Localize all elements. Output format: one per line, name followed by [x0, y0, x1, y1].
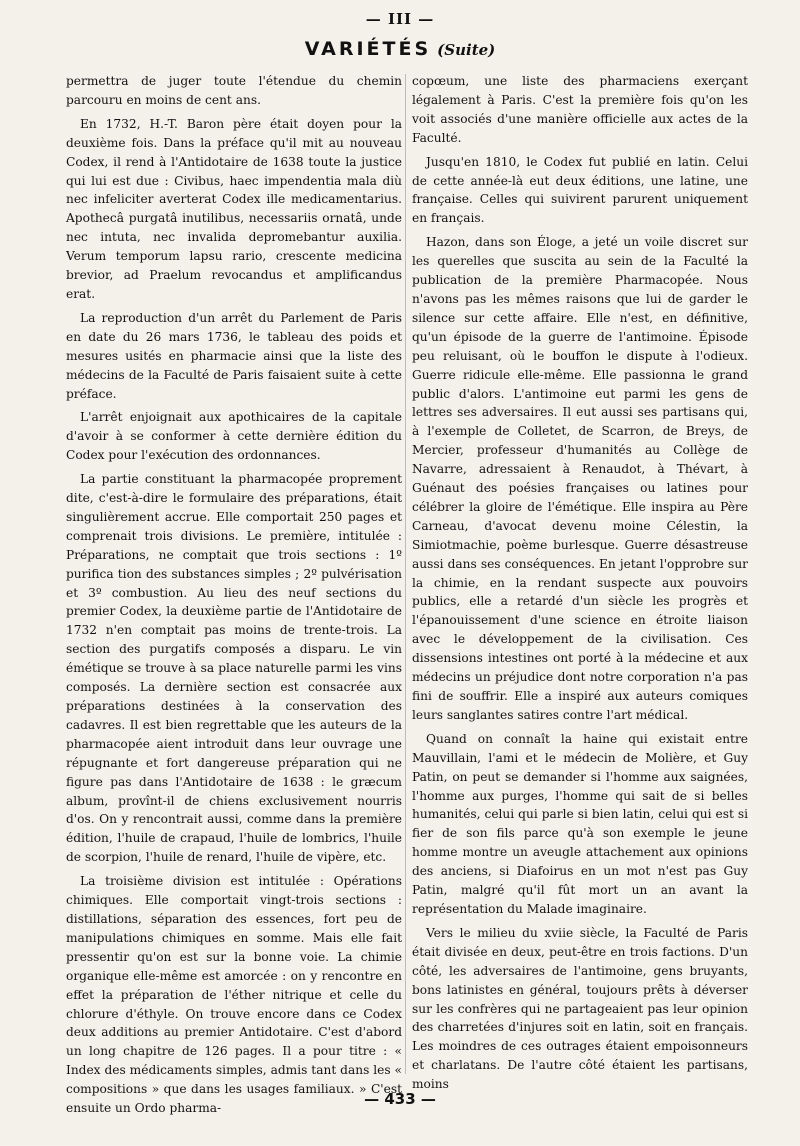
paragraph: L'arrêt enjoignait aux apothicaires de la capitale d'avoir à se conformer à cette dernière édition du Codex pour l'exécution des ordonnances. [66, 410, 402, 463]
right-column [412, 72, 748, 1092]
section-number: — III — [365, 10, 435, 28]
paragraph: La troisième division est intitulée : Opérations chimiques. Elle comportait vingt-trois sections : distillations, séparation des essences, fort peu de manipulations chimiques en somme. Mais elle fait pressentir qu'on est sur la bonne voie. La chimie organique elle-même est amorcée : on y rencontre en effet la préparation de l'éther nitrique et celle du chlorure d'éthyle. On trouve encore dans ce Codex deux additions au premier Antidotaire. C'est d'abord un long chapitre de 126 pages. Il a pour titre : « Index des médicaments simples, admis tant dans les « compositions » que dans les usages familiaux. » C'est ensuite un Ordo pharma- [66, 874, 402, 1116]
paragraph: En 1732, H.-T. Baron père était doyen pour la deuxième fois. Dans la préface qu'il mit au nouveau Codex, il rend à l'Antidotaire de 1638 toute la justice qui lui est due : Civibus, haec impendentia mala diù nec infeliciter averterat Codex ille medicamentarius. Apothecâ purgatâ inutilibus, necessariis ornatâ, unde nec intuta, nec invalida depromebantur auxilia. Verum temporum lapsu rario, crescente medicina brevior, ad Praelum revocandus et amplificandus erat. [66, 116, 402, 301]
paragraph: permettra de juger toute l'étendue du chemin parcouru en moins de cent ans. [66, 74, 402, 107]
title-main: VARIÉTÉS [304, 38, 432, 60]
paragraph: Hazon, dans son Éloge, a jeté un voile discret sur les querelles que suscita au sein de la Faculté la publication de la première Pharmacopée. Nous n'avons pas les mêmes raisons que lui de garder le silence sur cette affaire. Elle n'est, en définitive, qu'un épisode de la guerre de l'antimoine. Épisode peu reluisant, où le bouffon le dispute à l'odieux. Guerre ridicule elle-même. Elle passionna le grand public d'alors. L'antimoine eut parmi les gens de lettres ses adversaires. Il eut aussi ses partisans qui, à l'exemple de Colletet, de Scarron, de Breys, de Mercier, professeur d'humanités au Collège de Navarre, adressaient à Renaudot, à Thévart, à Guénaut des poésies françaises ou latines pour célébrer la gloire de l'émétique. Elle inspira au Père Carneau, d'avocat devenu moine Célestin, la Simiotmachie, poème burlesque. Guerre désastreuse aussi dans ses conséquences. En jetant l'opprobre sur la chimie, en la rendant suspecte aux pouvoirs publics, elle a retardé d'un siècle les progrès et l'épanouissement d'une science en étroite liaison avec le développement de la civilisation. Ces dissensions intestines ont porté à la médecine et aux médecins un préjudice dont notre corporation n'a pas fini de souffrir. Elle a inspiré aux auteurs comiques leurs sanglantes satires contre l'art médical. [412, 235, 748, 722]
paragraph: copœum, une liste des pharmaciens exerçant légalement à Paris. C'est la première fois qu'on les voit associés d'une manière officielle aux actes de la Faculté. [412, 74, 748, 145]
paragraph: Quand on connaît la haine qui existait entre Mauvillain, l'ami et le médecin de Molière, et Guy Patin, on peut se demander si l'homme aux saignées, l'homme aux purges, l'homme qui sait de si belles humanités, celui qui parle si bien latin, celui qui est si fier de son fils parce qu'à son exemple le jeune homme montre un aveugle attachement aux opinions des anciens, si Diafoirus en un mot n'est pas Guy Patin, malgré qu'il fût mort un an avant la représentation du Malade imaginaire. [412, 731, 748, 916]
column-divider [405, 74, 406, 1074]
title-suffix: (Suite) [437, 41, 496, 59]
paragraph: Jusqu'en 1810, le Codex fut publié en latin. Celui de cette année-là eut deux éditions, une latine, une française. Celles qui suivirent parurent uniquement en français. [412, 154, 748, 226]
paragraph: Vers le milieu du xviie siècle, la Faculté de Paris était divisée en deux, peut-être en trois factions. D'un côté, les adversaires de l'antimoine, gens bruyants, bons latinistes en général, toujours prêts à déverser sur les confrères qui ne partageaient pas leur opinion des charretées d'injures soit en latin, soit en français. Les moindres de ces outrages étaient empoisonneurs et charlatans. De l'autre côté étaient les partisans, moins [412, 925, 748, 1092]
page-number: — 433 — [364, 1090, 436, 1108]
paragraph: La reproduction d'un arrêt du Parlement de Paris en date du 26 mars 1736, le tableau des poids et mesures usités en pharmacie ainsi que la liste des médecins de la Faculté de Paris faisaient suite à cette préface. [66, 310, 402, 401]
paragraph: La partie constituant la pharmacopée proprement dite, c'est-à-dire le formulaire des préparations, était singulièrement accrue. Elle comportait 250 pages et comprenait trois divisions. Le première, intitulée : Préparations, ne comptait que trois sections : 1º purifica tion des substances simples ; 2º pulvérisation et 3º combustion. Au lieu des neuf sections du premier Codex, la deuxième partie de l'Antidotaire de 1732 n'en comptait pas moins de trente-trois. La section des purgatifs composés a disparu. Le vin émétique se trouve à sa place naturelle parmi les vins composés. La dernière section est consacrée aux préparations destinées à la conservation des cadavres. Il est bien regrettable que les auteurs de la pharmacopée aient introduit dans leur ouvrage une répugnante et fort dangereuse préparation qui ne figure pas dans l'Antidotaire de 1638 : le græcum album, provînt-il de chiens exclusivement nourris d'os. On y rencontrait aussi, comme dans la première édition, l'huile de crapaud, l'huile de lombrics, l'huile de scorpion, l'huile de renard, l'huile de vipère, etc. [66, 472, 402, 865]
page-title [0, 38, 800, 60]
